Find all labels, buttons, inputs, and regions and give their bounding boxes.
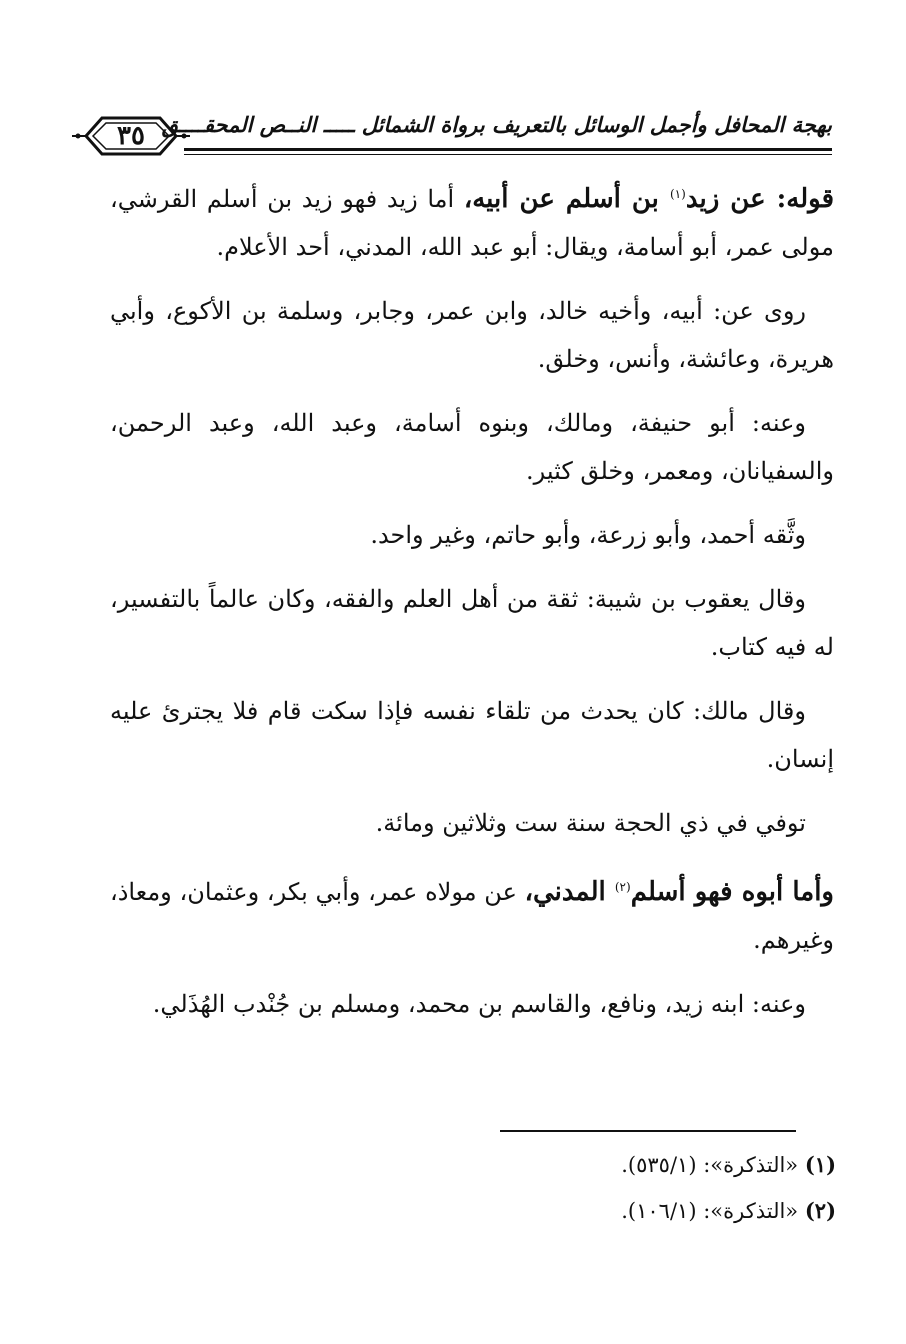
page-number: ٣٥ [117, 121, 145, 151]
paragraph-1 [110, 170, 834, 271]
lead-phrase-cont: المدني، [524, 877, 615, 907]
paragraph-4: وثَّقه أحمد، وأبو زرعة، وأبو حاتم، وغير واحد. [370, 521, 806, 549]
footnote-number: (١) [804, 1152, 836, 1177]
paragraph-text: أما زيد فهو زيد بن أسلم القرشي، مولى عمر، أبو أسامة، ويقال: أبو عبد الله، المدني، أحد الأعلام. [110, 185, 834, 261]
paragraph-7: توفي في ذي الحجة سنة ست وثلاثين ومائة. [375, 809, 806, 837]
footnote-2 [110, 1188, 836, 1234]
header-rule [184, 148, 832, 151]
lead-phrase: قوله: عن زيد [685, 184, 834, 214]
footnote-text: «التذكرة»: (٥٣٥/١). [621, 1153, 799, 1177]
lead-phrase: وأما أبوه فهو أسلم [630, 877, 834, 907]
paragraph-9: وعنه: ابنه زيد، ونافع، والقاسم بن محمد، ومسلم بن جُنْدب الهُذَلي. [152, 990, 806, 1018]
footnote-text: «التذكرة»: (١٠٦/١). [621, 1199, 799, 1223]
paragraph-2: روى عن: أبيه، وأخيه خالد، وابن عمر، وجابر، وسلمة بن الأكوع، وأبي هريرة، وعائشة، وأنس، وخلق. [110, 297, 834, 373]
header-rule-thin [184, 154, 832, 155]
paragraph-6: وقال مالك: كان يحدث من تلقاء نفسه فإذا سكت قام فلا يجترئ عليه إنسان. [110, 697, 834, 773]
footnotes [110, 1142, 836, 1234]
paragraph-3: وعنه: أبو حنيفة، ومالك، وبنوه أسامة، وعبد الله، وعبد الرحمن، والسفيانان، ومعمر، وخلق كثير. [110, 409, 834, 485]
paragraph-8 [110, 863, 834, 964]
main-text [110, 170, 834, 1044]
footnote-ref-1[interactable]: (١) [669, 187, 686, 201]
footnote-separator [500, 1130, 796, 1132]
paragraph-5: وقال يعقوب بن شيبة: ثقة من أهل العلم والفقه، وكان عالماً بالتفسير، له فيه كتاب. [110, 585, 834, 661]
paragraph-text: عن مولاه عمر، وأبي بكر، وعثمان، ومعاذ، وغيرهم. [110, 878, 834, 954]
lead-phrase-cont: بن أسلم عن أبيه، [463, 184, 670, 214]
footnote-number: (٢) [804, 1198, 836, 1223]
page-header [72, 108, 832, 164]
running-title: بهجة المحافل وأجمل الوسائل بالتعريف برواة الشمائل ـــــ النــص المحقــــق [161, 112, 832, 137]
footnote-ref-2[interactable]: (٢) [614, 880, 631, 894]
footnote-1 [110, 1142, 836, 1188]
